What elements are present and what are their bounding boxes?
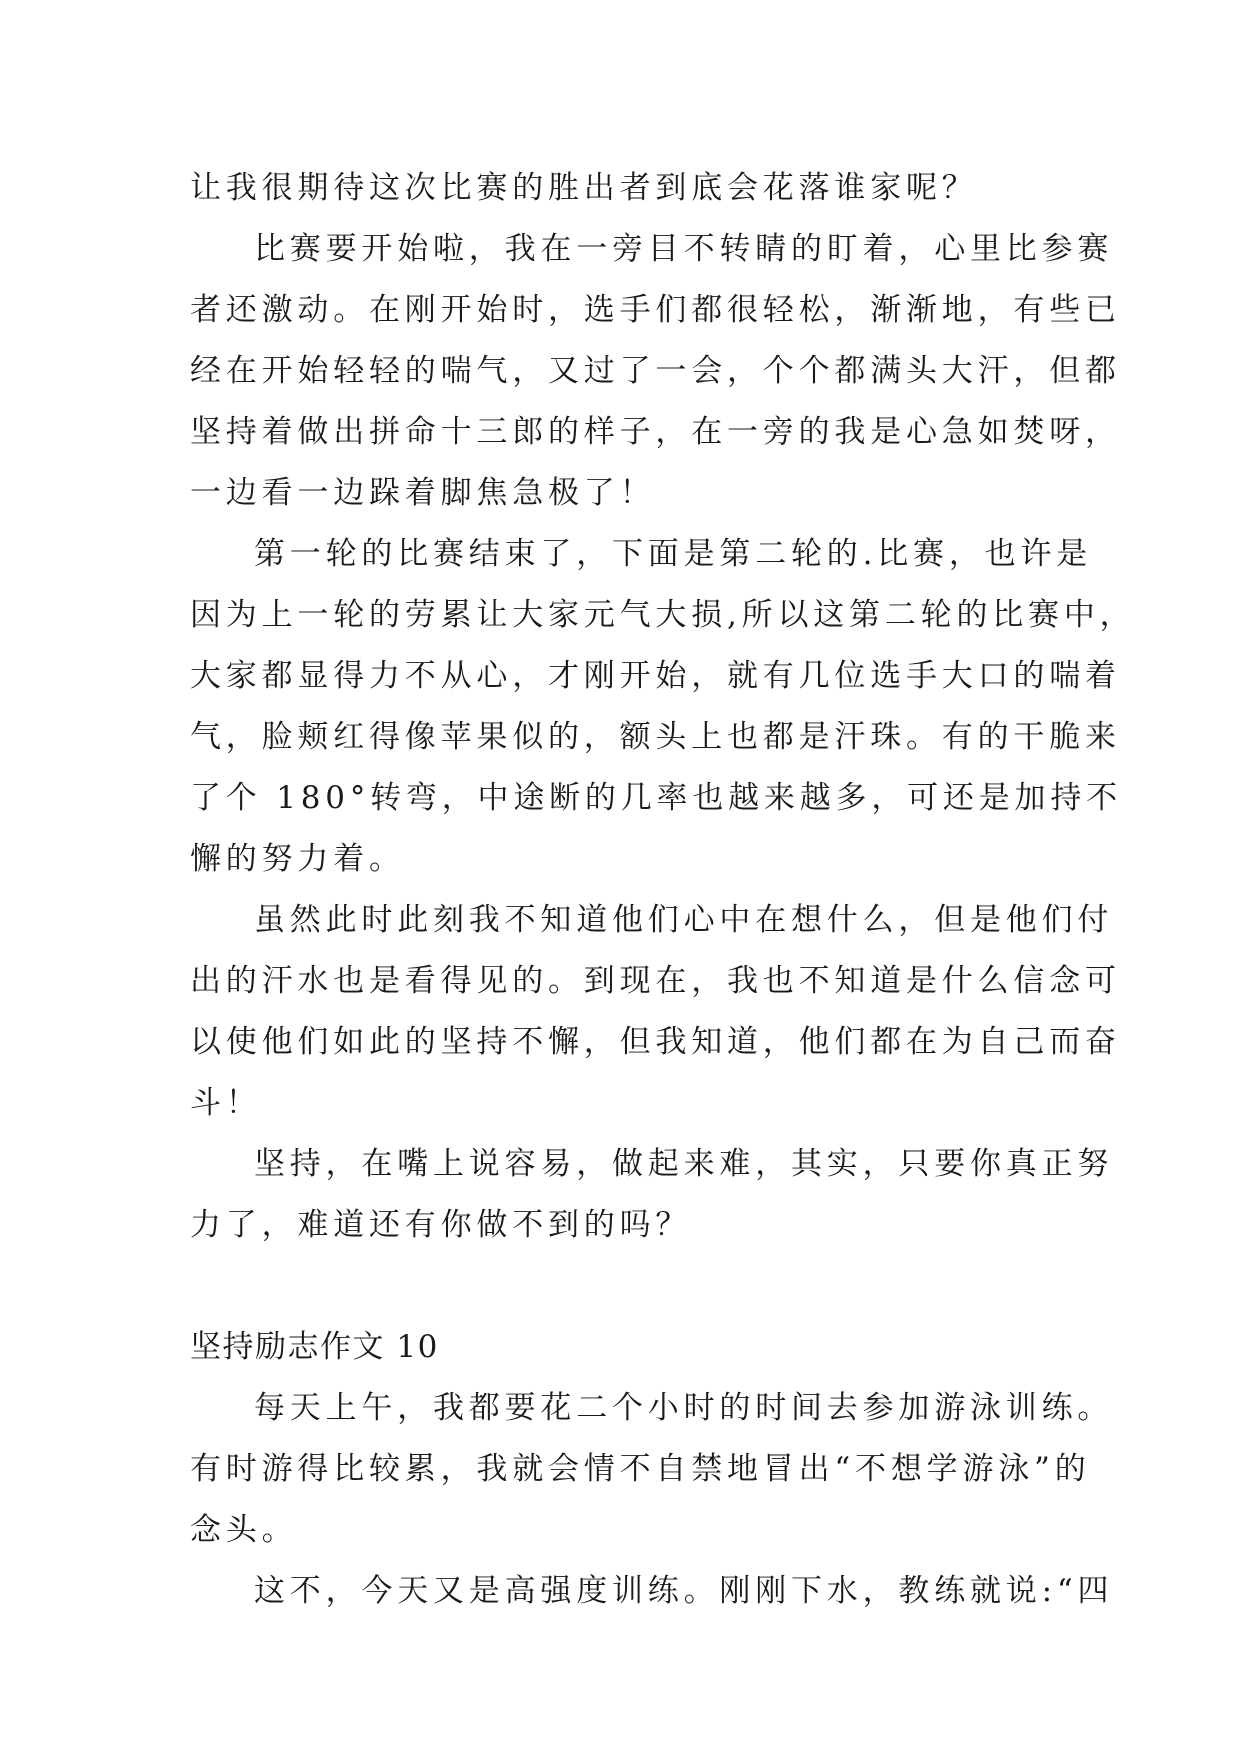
blank-line xyxy=(190,1256,1052,1317)
paragraph xyxy=(190,1561,1114,1622)
text-line: 坚持，在嘴上说容易，做起来难，其实，只要你真正努 xyxy=(254,1146,1114,1182)
text-line: 气，脸颊红得像苹果似的，额头上也都是汗珠。有的干脆来 xyxy=(190,719,1121,755)
text-line: 因为上一轮的劳累让大家元气大损,所以这第二轮的比赛中， xyxy=(190,597,1136,633)
text-line: 大家都显得力不从心，才刚开始，就有几位选手大口的喘着 xyxy=(190,658,1121,694)
text-line: 坚持着做出拼命十三郎的样子，在一旁的我是心急如焚呀， xyxy=(190,414,1121,450)
paragraph xyxy=(190,158,1052,219)
text-line: 者还激动。在刚开始时，选手们都很轻松，渐渐地，有些已 xyxy=(190,292,1121,328)
text-line: 这不，今天又是高强度训练。刚刚下水，教练就说:“四 xyxy=(254,1573,1114,1609)
paragraph xyxy=(190,1378,1114,1561)
text-line: 出的汗水也是看得见的。到现在，我也不知道是什么信念可 xyxy=(190,963,1121,999)
text-line: 虽然此时此刻我不知道他们心中在想什么，但是他们付 xyxy=(254,902,1114,938)
text-line: 每天上午，我都要花二个小时的时间去参加游泳训练。 xyxy=(254,1390,1114,1426)
text-line: 比赛要开始啦，我在一旁目不转睛的盯着，心里比参赛 xyxy=(254,231,1114,267)
text-line: 经在开始轻轻的喘气，又过了一会，个个都满头大汗，但都 xyxy=(190,353,1121,389)
paragraph xyxy=(190,890,1121,1134)
section-heading: 坚持励志作文 10 xyxy=(190,1329,439,1365)
text-line: 力了，难道还有你做不到的吗？ xyxy=(190,1207,692,1243)
paragraph xyxy=(190,524,1136,890)
text-line: 念头。 xyxy=(190,1512,298,1548)
text-line: 以使他们如此的坚持不懈，但我知道，他们都在为自己而奋 xyxy=(190,1024,1121,1060)
paragraph xyxy=(190,219,1121,524)
text-line: 了个 180°转弯，中途断的几率也越来越多，可还是加持不 xyxy=(190,780,1122,816)
text-line: 让我很期待这次比赛的胜出者到底会花落谁家呢？ xyxy=(190,170,978,206)
text-line: 一边看一边跺着脚焦急极了！ xyxy=(190,475,656,511)
text-line: 懈的努力着。 xyxy=(190,841,405,877)
text-line: 斗！ xyxy=(190,1085,262,1121)
text-line: 有时游得比较累，我就会情不自禁地冒出“不想学游泳”的 xyxy=(190,1451,1091,1487)
paragraph xyxy=(190,1134,1114,1256)
document-body xyxy=(190,158,1136,1622)
text-line: 第一轮的比赛结束了，下面是第二轮的.比赛，也许是 xyxy=(254,536,1093,572)
